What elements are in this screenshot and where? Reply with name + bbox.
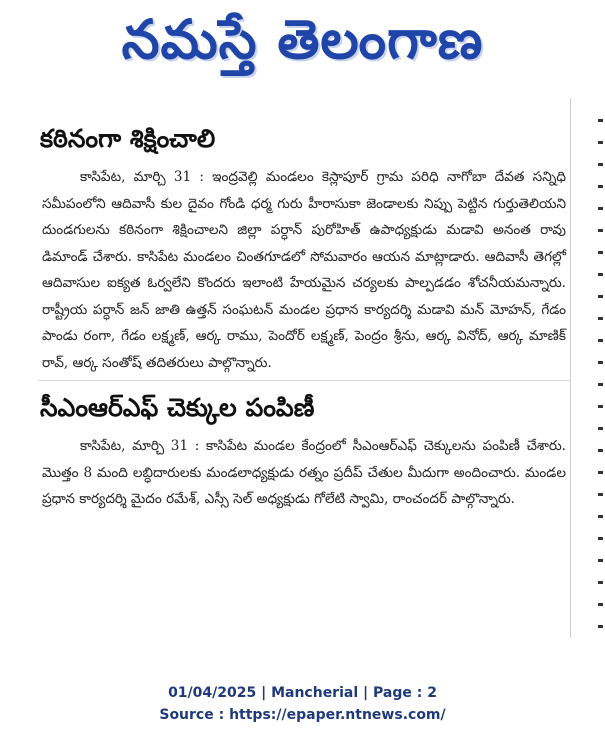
article-divider [38,380,570,381]
adjacent-column-edge [598,100,605,640]
footer [0,682,605,726]
footer-source[interactable]: Source : https://epaper.ntnews.com/ [159,707,446,723]
masthead [0,0,605,92]
article-2 [38,391,570,513]
article-body: కాసిపేట, మార్చి 31 : ఇంద్రవెల్లి మండలం కెస్లాపూర్ గ్రామ పరిధి నాగోబా దేవత సన్నిధి సమీపంలోని ఆదివాసీ కుల దైవం గోండి ధర్మ గురు హీరాసుకా జెండాలకు నిప్పు పెట్టిన గుర్తుతెలియని దుండగులను కఠినంగా శిక్షించాలని జిల్లా పర్ధాన్ పురోహిత్ ఉపాధ్యక్షుడు మడావి అనంత రావు డిమాండ్ చేశారు. కాసిపేట మండలం చింతగూడలో సోమవారం ఆయన మాట్లాడారు. ఆదివాసీ తెగల్లో ఆదివాసుల ఐక్యత ఓర్వలేని కొందరు ఇలాంటి హేయమైన చర్యలకు పాల్పడడం శోచనీయమన్నారు. రాష్ట్రీయ పర్ధాన్ జన్ జాతి ఉత్తన్ సంఘటన్ మండల ప్రధాన కార్యదర్శి మడావి మన్ మోహన్, గేడం పాండు రంగా, గేడం లక్ష్మణ్, ఆర్క రాము, పెందోర్ లక్ష్మణ్, పెంద్రం శ్రీను, ఆర్క వినోద్, ఆర్క మాణిక్ రావ్, ఆర్క సంతోష్ తదితరులు పాల్గొన్నారు. [42,169,566,371]
article-body: కాసిపేట, మార్చి 31 : కాసిపేట మండల కేంద్రంలో సీఎంఆర్ఎఫ్ చెక్కులను పంపిణీ చేశారు. మొత్తం 8 మంది లబ్ధిదారులకు మండలాధ్యక్షుడు రత్నం ప్రదీప్ చేతుల మీదుగా అందించారు. మండల ప్రధాన కార్యదర్శి మైదం రమేశ్, ఎస్సీ సెల్ అధ్యక్షుడు గోలేటి స్వామి, రాంచందర్ పాల్గొన్నారు. [42,438,566,507]
masthead-title: నమస్తే తెలంగాణ [121,7,484,71]
news-clipping [38,98,571,638]
footer-date-edition-page: 01/04/2025 | Mancherial | Page : 2 [168,685,437,701]
article-headline: కఠినంగా శిక్షించాలి [40,124,216,153]
article-1 [38,122,570,376]
article-headline: సీఎంఆర్ఎఫ్ చెక్కుల పంపిణీ [40,393,315,422]
cut-off-text-fragment [38,98,570,112]
